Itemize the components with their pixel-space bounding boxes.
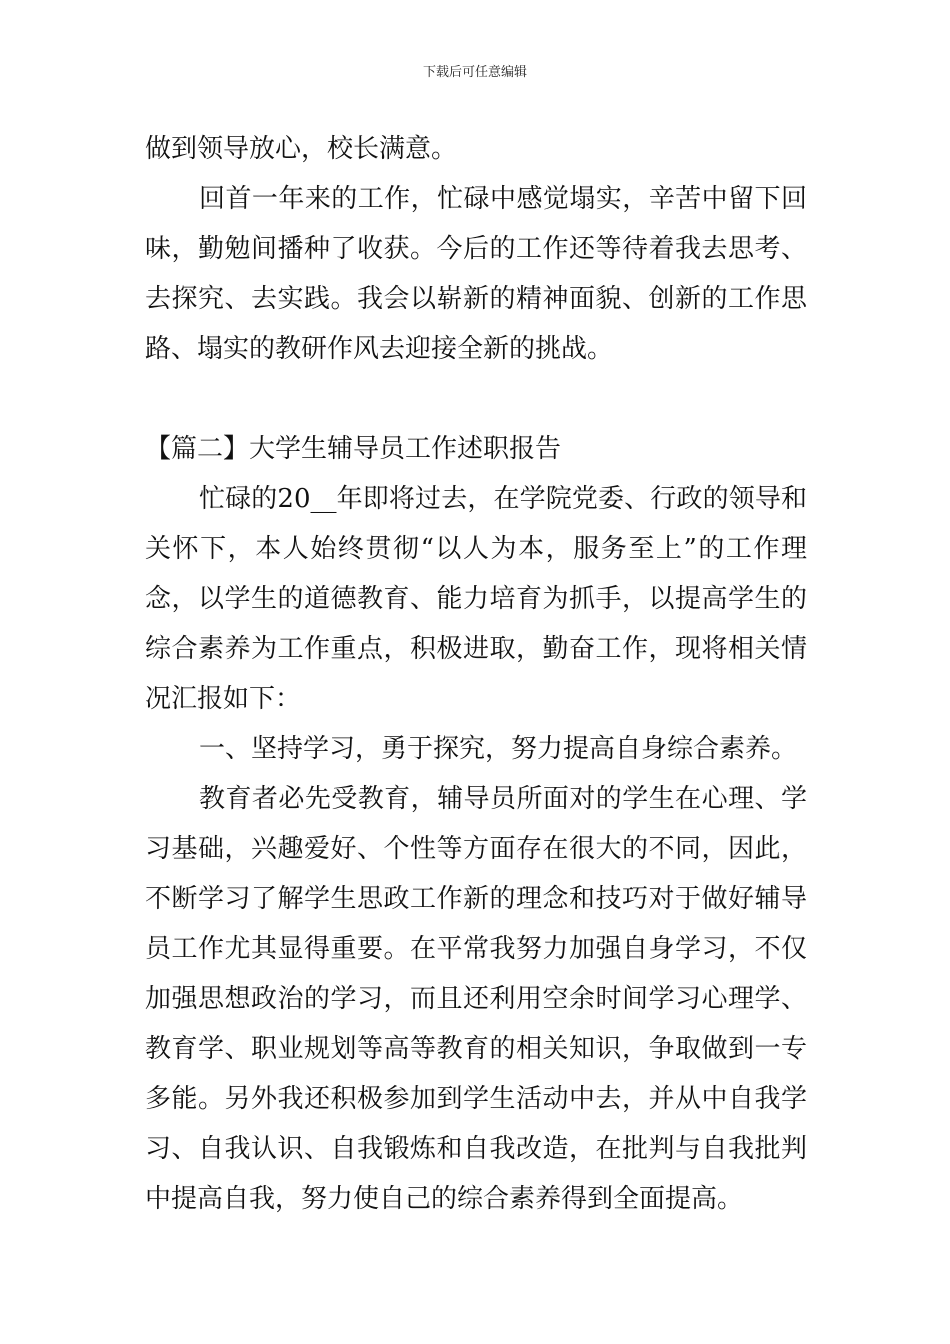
page-header-note: 下载后可任意编辑 <box>422 65 527 80</box>
paragraph-summary: 回首一年来的工作，忙碌中感觉塌实，辛苦中留下回味，勤勉间播种了收获。今后的工作还等待着我去思考、去探究、去实践。我会以崭新的精神面貌、创新的工作思路、塌实的教研作风去迎接全新的挑战。 <box>145 184 807 364</box>
section-gap <box>145 374 807 424</box>
subheading-one: 一、坚持学习，勇于探究，努力提高自身综合素养。 <box>199 734 798 764</box>
document-body <box>145 124 807 1224</box>
paragraph-continuation: 做到领导放心，校长满意。 <box>145 134 458 164</box>
paragraph-intro: 忙碌的20__年即将过去，在学院党委、行政的领导和关怀下，本人始终贯彻“以人为本，服务至上”的工作理念，以学生的道德教育、能力培育为抓手，以提高学生的综合素养为工作重点，积极进取，勤奋工作，现将相关情况汇报如下： <box>145 484 807 714</box>
paragraph-study: 教育者必先受教育，辅导员所面对的学生在心理、学习基础，兴趣爱好、个性等方面存在很大的不同，因此，不断学习了解学生思政工作新的理念和技巧对于做好辅导员工作尤其显得重要。在平常我努力加强自身学习，不仅加强思想政治的学习，而且还利用空余时间学习心理学、教育学、职业规划等高等教育的相关知识，争取做到一专多能。另外我还积极参加到学生活动中去，并从中自我学习、自我认识、自我锻炼和自我改造，在批判与自我批判中提高自我，努力使自己的综合素养得到全面提高。 <box>145 784 807 1214</box>
section-title: 【篇二】大学生辅导员工作述职报告 <box>145 434 562 464</box>
